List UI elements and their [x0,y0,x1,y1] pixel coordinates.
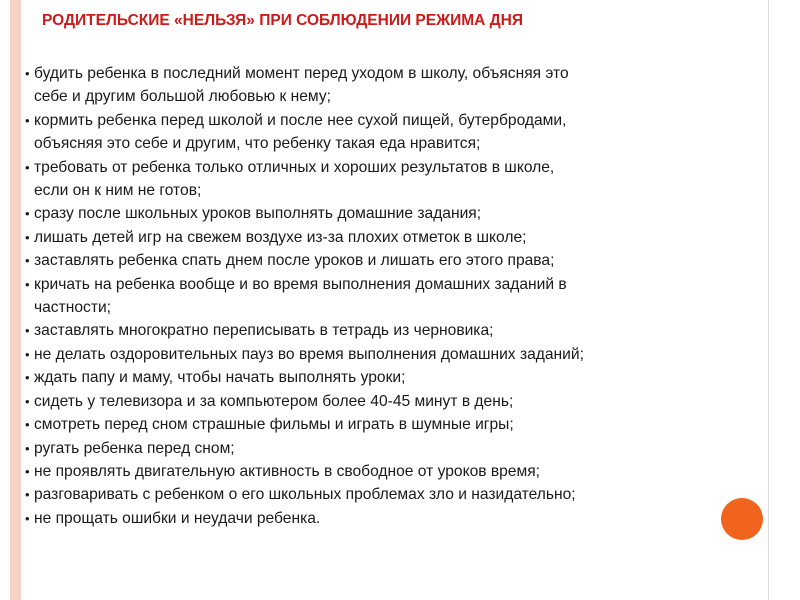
list-item [24,460,760,483]
list-item-text: смотреть перед сном страшные фильмы и играть в шумные игры; [34,416,514,434]
bullet-icon: • [25,323,30,339]
bullet-icon: • [25,487,30,503]
bullet-icon: • [25,510,30,526]
list-item [24,413,760,436]
list-item [24,390,760,413]
list-item-text: заставлять ребенка спать днем после уроков и лишать его этого права; [34,252,555,270]
list-item [24,202,760,225]
list-item [24,366,760,389]
list-item-text: не проявлять двигательную активность в свободное от уроков время; [34,462,540,480]
bullet-icon: • [25,229,30,245]
bullet-icon: • [25,370,30,386]
bullet-icon: • [25,66,30,81]
bullet-icon: • [25,159,30,175]
bullet-icon: • [25,112,30,128]
list-item-text: разговаривать с ребенком о его школьных проблемах зло и назидательно; [34,486,576,504]
list-item [24,249,760,272]
list-item [24,507,760,530]
list-item-text: сидеть у телевизора и за компьютером более 40-45 минут в день; [34,392,514,410]
bullet-icon: • [25,346,30,362]
list-item-text: кормить ребенка перед школой и после нее сухой пищей, бутербродами, объясняя это себе и другим, что ребенку такая еда нравится; [34,111,567,153]
list-item-text: сразу после школьных уроков выполнять домашние задания; [34,205,482,223]
list-item [24,62,760,109]
list-item [24,437,760,460]
list-item-text: ждать папу и маму, чтобы начать выполнять уроки; [34,369,406,387]
right-divider-line [768,0,769,600]
list-item [24,483,760,506]
bullet-icon: • [25,253,30,269]
list-item-text: не прощать ошибки и неудачи ребенка. [34,509,321,527]
list-item [24,319,760,342]
rules-list [24,62,760,530]
list-item [24,343,760,366]
slide-title: РОДИТЕЛЬСКИЕ «НЕЛЬЗЯ» ПРИ СОБЛЮДЕНИИ РЕЖИМА ДНЯ [42,12,524,29]
bullet-icon: • [25,440,30,456]
left-decorative-band [10,0,21,600]
list-item-text: будить ребенка в последний момент перед уходом в школу, объясняя это себе и другим большой любовью к нему; [34,65,569,106]
list-item-text: не делать оздоровительных пауз во время выполнения домашних заданий; [34,345,584,363]
list-item-text: ругать ребенка перед сном; [34,439,235,457]
list-item-text: заставлять многократно переписывать в тетрадь из черновика; [34,322,494,340]
list-item-text: кричать на ребенка вообще и во время выполнения домашних заданий в частности; [34,275,567,317]
bullet-icon: • [25,206,30,222]
bullet-icon: • [25,463,30,479]
list-item-text: лишать детей игр на свежем воздухе из-за плохих отметок в школе; [34,228,527,246]
bullet-icon: • [25,393,30,409]
list-item [24,226,760,249]
list-item [24,109,760,156]
bullet-icon: • [25,276,30,292]
orange-circle-decoration [721,498,763,540]
list-item-text: требовать от ребенка только отличных и хороших результатов в школе, если он к ним не готов; [34,158,555,200]
list-item [24,273,760,320]
list-item [24,156,760,203]
bullet-icon: • [25,417,30,433]
